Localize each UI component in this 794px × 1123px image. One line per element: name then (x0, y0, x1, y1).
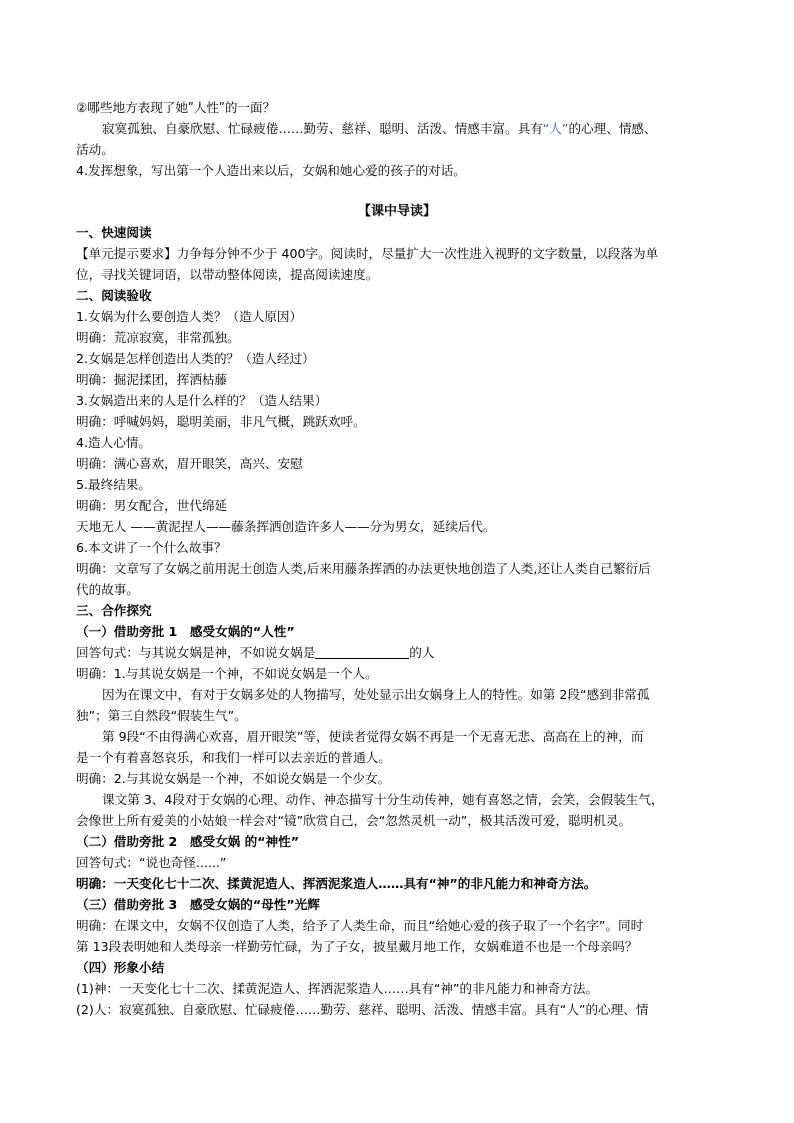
subheading-image-summary: （四）形象小结 (76, 960, 165, 975)
question-4: 4.发挥想象，写出第一个人造出来以后，女娲和她心爱的孩子的对话。 (76, 163, 466, 178)
unit-tip-line-1: 【单元提示要求】力争每分钟不少于 400字。阅读时，尽量扩大一次性进入视野的文字数量，以段落为单 (76, 246, 659, 261)
answer-pattern-divinity: 回答句式：“说也奇怪......” (76, 855, 227, 870)
check-question-1: 1.女娲为什么要创造人类？（造人原因） (76, 309, 303, 324)
subheading-divinity: （二）借助旁批 2 感受女娲 的“神性” (76, 834, 299, 849)
answer-pattern-text: 回答句式：与其说女娲是神，不如说女娲是 (76, 645, 316, 660)
story-chain: 天地无人 ——黄泥捏人——藤条挥洒创造许多人——分为男女，延续后代。 (76, 519, 496, 534)
check-answer-5: 明确：男女配合，世代绵延 (76, 498, 228, 513)
answer-2-text-tail: 的心理、情感、 (568, 121, 657, 136)
section-title: 【课中导读】 (357, 204, 436, 219)
unit-tip-line-2: 位，寻找关键词语，以带动整体阅读，提高阅读速度。 (76, 267, 379, 282)
answer-2-line-2: 活动。 (76, 142, 114, 157)
summary-human: (2)人：寂寞孤独、自豪欣慰、忙碌疲倦……勤劳、慈祥、聪明、活泼、情感丰富。具有“人”的心理、情 (76, 1002, 649, 1017)
answer-2-line-1 (102, 118, 726, 139)
check-answer-6-line-2: 代的故事。 (76, 582, 139, 597)
heading-quick-reading: 一、快速阅读 (76, 225, 152, 240)
heading-reading-check: 二、阅读验收 (76, 288, 152, 303)
check-question-6: 6.本文讲了一个什么故事？ (76, 540, 227, 555)
humanity-para-1-line-1: 因为在课文中，有对于女娲多处的人物描写，处处显示出女娲身上人的特性。如第 2段“感到非常孤 (102, 687, 650, 702)
answer-pattern-humanity (76, 642, 726, 663)
humanity-para-1-line-2: 独”；第三自然段“假装生气”。 (76, 708, 247, 723)
divinity-clarify: 明确：一天变化七十二次、揉黄泥造人、挥洒泥浆造人……具有“神”的非凡能力和神奇方法。 (76, 876, 597, 891)
humanity-para-3-line-1: 课文第 3、4段对于女娲的心理、动作、神态描写十分生动传神，她有喜怒之情，会笑，会假装生气， (102, 792, 664, 807)
answer-pattern-tail: 的人 (409, 645, 435, 660)
highlighted-quote: “人” (542, 121, 569, 136)
check-answer-4: 明确：满心喜欢，眉开眼笑，高兴、安慰 (76, 456, 303, 471)
humanity-para-3-line-2: 会像世上所有爱美的小姑娘一样会对“镜”欣赏自己，会“忽然灵机一动”，极其活泼可爱，聪明机灵。 (76, 813, 632, 828)
heading-cooperative-inquiry: 三、合作探究 (76, 603, 152, 618)
check-answer-3: 明确：呼喊妈妈，聪明美丽，非凡气概，跳跃欢呼。 (76, 414, 366, 429)
check-answer-1: 明确：荒凉寂寞，非常孤独。 (76, 330, 240, 345)
humanity-clarify-2: 明确：2.与其说女娲是一个神，不如说女娲是一个少女。 (76, 771, 391, 786)
motherhood-clarify-line-1: 明确：在课文中，女娲不仅创造了人类，给予了人类生命，而且“给她心爱的孩子取了一个名字”。同时 (76, 918, 644, 933)
subheading-motherhood: （三）借助旁批 3 感受女娲的“母性”光辉 (76, 897, 320, 912)
answer-2-text: 寂寞孤独、自豪欣慰、忙碌疲倦……勤劳、慈祥、聪明、活泼、情感丰富。具有 (102, 121, 543, 136)
humanity-para-2-line-2: 是一个有着喜怒哀乐，和我们一样可以去亲近的普通人。 (76, 750, 391, 765)
check-answer-6-line-1: 明确：文章写了女娲之前用泥土创造人类,后来用藤条挥洒的办法更快地创造了人类,还让人类自己繁衍后 (76, 561, 651, 576)
question-2: ②哪些地方表现了她ʺ人性ʺ的一面？ (76, 100, 276, 115)
check-answer-2: 明确：掘泥揉团，挥洒枯藤 (76, 372, 228, 387)
motherhood-clarify-line-2: 第 13段表明她和人类母亲一样勤劳忙碌，为了子女，披星戴月地工作，女娲难道不也是一个母亲吗？ (76, 939, 638, 954)
check-question-2: 2.女娲是怎样创造出人类的？（造人经过） (76, 351, 315, 366)
check-question-5: 5.最终结果。 (76, 477, 151, 492)
fill-in-blank (315, 644, 409, 659)
summary-god: (1)神：一天变化七十二次、揉黄泥造人、挥洒泥浆造人……具有“神”的非凡能力和神奇方法。 (76, 981, 599, 996)
humanity-para-2-line-1: 第 9段“不由得满心欢喜，眉开眼笑”等，使读者觉得女娲不再是一个无喜无悲、高高在上的神，而 (102, 729, 644, 744)
subheading-humanity: （一）借助旁批 1 感受女娲的“人性” (76, 624, 295, 639)
humanity-clarify-1: 明确：1.与其说女娲是一个神，不如说女娲是一个人。 (76, 666, 378, 681)
check-question-3: 3.女娲造出来的人是什么样的？（造人结果） (76, 393, 328, 408)
check-question-4: 4.造人心情。 (76, 435, 151, 450)
